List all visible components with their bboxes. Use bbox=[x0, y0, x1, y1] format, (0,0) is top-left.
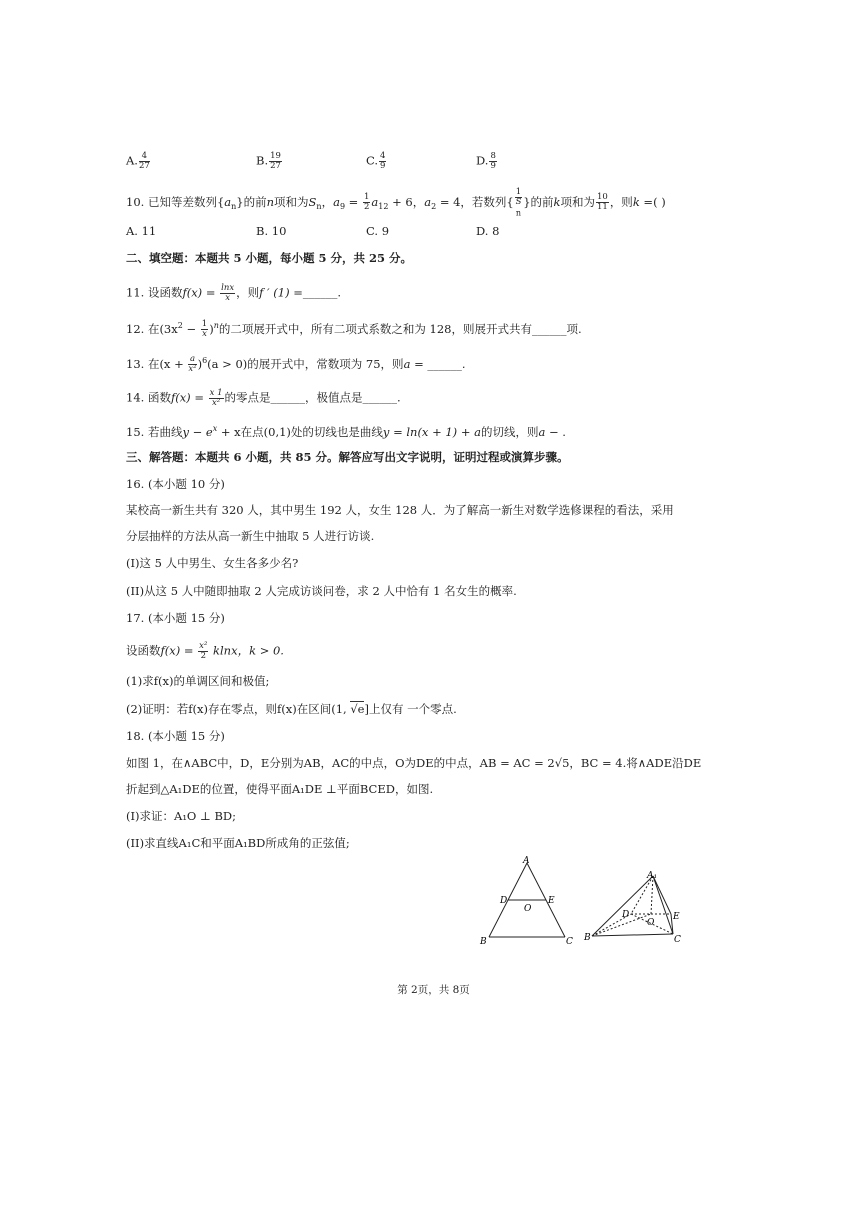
frac-num: 1 bbox=[515, 187, 522, 197]
edge-a1o bbox=[651, 876, 653, 914]
fraction bbox=[379, 152, 386, 171]
label-a1: A₁ bbox=[647, 871, 658, 881]
label-c: C bbox=[674, 935, 681, 945]
frac-num: 4 bbox=[380, 151, 386, 161]
q17-part-1: (1)求f(x)的单调区间和极值; bbox=[126, 674, 270, 688]
text: 设函数 bbox=[126, 643, 161, 658]
fraction bbox=[198, 642, 208, 661]
math-sub: n bbox=[316, 202, 322, 212]
math: k bbox=[632, 194, 640, 209]
text: 的零点是______，极值点是______. bbox=[224, 390, 401, 405]
frac-num: x 1 bbox=[209, 388, 223, 398]
math-sub: 9 bbox=[339, 202, 346, 212]
fraction bbox=[596, 193, 609, 212]
edge-a1e bbox=[653, 876, 671, 914]
question-12 bbox=[126, 318, 582, 339]
text: }的前 bbox=[236, 194, 267, 209]
math-sup: n bbox=[213, 321, 219, 330]
frac-den: x² bbox=[211, 398, 221, 408]
q16-part-ii: (II)从这 5 人中随即抽取 2 人完成访谈问卷，求 2 人中恰有 1 名女生的概率. bbox=[126, 584, 517, 598]
frac-den: x² bbox=[188, 364, 197, 375]
q17-heading: 17. (本小题 15 分) bbox=[126, 611, 225, 625]
math: a bbox=[224, 194, 232, 209]
math: klnx，k > 0. bbox=[209, 643, 284, 658]
q16-part-i: (I)这 5 人中男生、女生各多少名? bbox=[126, 556, 299, 570]
text: ，则 bbox=[609, 194, 633, 209]
q17-part-2 bbox=[126, 701, 457, 717]
question-10 bbox=[126, 188, 666, 218]
frac-den bbox=[515, 198, 522, 218]
text: 14. 函数 bbox=[126, 390, 171, 405]
q9-option-a bbox=[126, 152, 151, 171]
text: (2)证明：若f(x)存在零点，则f(x)在区间(1, bbox=[126, 702, 351, 716]
text: 项和为 bbox=[274, 194, 309, 209]
frac-den: 27 bbox=[138, 161, 150, 171]
math: a bbox=[333, 194, 340, 209]
text: ) bbox=[197, 356, 203, 371]
text: . bbox=[558, 424, 566, 439]
math: a bbox=[424, 194, 432, 209]
frac-den: 2 bbox=[363, 202, 370, 213]
question-13 bbox=[126, 353, 466, 374]
q9-option-b bbox=[256, 152, 283, 171]
frac-den: 2 bbox=[200, 651, 206, 661]
option-label: A. bbox=[126, 153, 138, 168]
text: − bbox=[182, 321, 200, 336]
option-label: C. bbox=[366, 153, 379, 168]
option-label: D. bbox=[476, 153, 489, 168]
edge-bc bbox=[592, 934, 673, 936]
text: = 4，若数列{ bbox=[436, 194, 514, 209]
label-b: B bbox=[480, 937, 487, 946]
label-e: E bbox=[548, 896, 555, 906]
fraction bbox=[269, 152, 282, 171]
label-b: B bbox=[584, 933, 591, 943]
frac-num: 19 bbox=[270, 151, 281, 161]
fraction bbox=[515, 188, 522, 218]
text: 11. 设函数 bbox=[126, 285, 183, 300]
math-sup: x bbox=[212, 424, 218, 433]
q18-part-i: (I)求证：A₁O ⊥ BD; bbox=[126, 809, 237, 823]
text: 10. 已知等差数列{ bbox=[126, 194, 225, 209]
text: 15. 若曲线 bbox=[126, 424, 183, 439]
math-sub: n bbox=[515, 208, 522, 218]
edge-a1c bbox=[653, 876, 673, 934]
fraction bbox=[489, 152, 496, 171]
q9-option-d bbox=[476, 152, 498, 171]
page-footer: 第 2页，共 8页 bbox=[397, 984, 470, 996]
math: a − bbox=[538, 424, 559, 439]
fraction bbox=[209, 389, 224, 408]
figure-pyramid bbox=[583, 866, 693, 948]
q10-option-d: D. 8 bbox=[476, 224, 500, 238]
math-sub: 2 bbox=[431, 202, 437, 212]
math: S bbox=[515, 197, 522, 207]
label-a: A bbox=[523, 856, 530, 866]
label-o: O bbox=[524, 904, 532, 914]
frac-den: x bbox=[225, 293, 231, 303]
fraction bbox=[201, 320, 208, 339]
section-3-heading: 三、解答题：本题共 6 小题，共 85 分。解答应写出文字说明，证明过程或演算步骤。 bbox=[126, 450, 569, 464]
label-c: C bbox=[566, 937, 573, 946]
math: a bbox=[371, 194, 379, 209]
text: ，则 bbox=[236, 285, 260, 300]
math: f ′ (1) = bbox=[259, 285, 303, 300]
frac-den: 9 bbox=[490, 161, 496, 171]
q16-heading: 16. (本小题 10 分) bbox=[126, 477, 225, 491]
text: =( ) bbox=[639, 194, 666, 209]
text: (a > 0)的展开式中，常数项为 75，则 bbox=[207, 356, 404, 371]
frac-num: 8 bbox=[490, 151, 496, 161]
q16-paragraph-1: 某校高一新生共有 320 人，其中男生 192 人，女生 128 人．为了解高一新生对数学选修课程的看法，采用 bbox=[126, 503, 674, 517]
fraction bbox=[220, 284, 235, 303]
text: = bbox=[345, 194, 362, 209]
frac-den: 11 bbox=[596, 202, 608, 213]
sqrt-e: √e bbox=[350, 702, 365, 716]
math-sub: 12 bbox=[378, 202, 389, 212]
text: 项和为 bbox=[560, 194, 595, 209]
figure-triangle-abc bbox=[476, 856, 586, 946]
q17-function bbox=[126, 642, 284, 661]
label-o: O bbox=[647, 918, 655, 928]
math: S bbox=[308, 194, 317, 209]
q9-option-c bbox=[366, 152, 387, 171]
question-11 bbox=[126, 284, 341, 303]
label-e: E bbox=[673, 912, 680, 922]
edge-a1b bbox=[592, 876, 653, 936]
frac-num: 4 bbox=[139, 152, 150, 162]
label-d: D bbox=[622, 910, 630, 920]
q10-option-c: C. 9 bbox=[366, 224, 390, 238]
frac-num: a bbox=[189, 354, 196, 365]
text: 的切线，则 bbox=[480, 424, 539, 439]
text: ______. bbox=[302, 285, 342, 300]
frac-num: 1 bbox=[201, 319, 208, 330]
math: y = ln(x + 1) + a bbox=[382, 424, 481, 439]
q18-part-ii: (II)求直线A₁C和平面A₁BD所成角的正弦值; bbox=[126, 836, 350, 850]
frac-den: x bbox=[202, 329, 207, 340]
math: f(x) = bbox=[182, 285, 220, 300]
frac-num: 10 bbox=[596, 192, 608, 203]
q16-paragraph-2: 分层抽样的方法从高一新生中抽取 5 人进行访谈. bbox=[126, 529, 375, 543]
frac-num: 1 bbox=[363, 192, 370, 203]
question-14 bbox=[126, 389, 401, 408]
option-label: B. bbox=[256, 153, 269, 168]
q18-paragraph-2: 折起到△A₁DE的位置，使得平面A₁DE ⊥平面BCED，如图. bbox=[126, 782, 434, 796]
text: ) bbox=[209, 321, 214, 336]
math-sup: 6 bbox=[202, 356, 208, 365]
fraction bbox=[363, 193, 370, 212]
frac-den: 27 bbox=[270, 161, 281, 171]
math: f(x) = bbox=[170, 390, 208, 405]
q10-option-b: B. 10 bbox=[256, 224, 287, 238]
math: n bbox=[266, 194, 275, 209]
math: k bbox=[553, 194, 561, 209]
text: }的前 bbox=[523, 194, 554, 209]
text: ， bbox=[321, 194, 334, 209]
fraction bbox=[188, 355, 196, 374]
fraction bbox=[139, 152, 150, 171]
label-d: D bbox=[500, 896, 508, 906]
math-sub: n bbox=[231, 202, 237, 212]
frac-den: 9 bbox=[380, 161, 386, 171]
math: y − e bbox=[182, 424, 213, 439]
frac-num: lnx bbox=[221, 283, 235, 293]
q18-paragraph-1: 如图 1，在∧ABC中，D，E分别为AB，AC的中点，O为DE的中点，AB = AC = 2√5，BC = 4.将∧ADE沿DE bbox=[126, 756, 702, 770]
q18-heading: 18. (本小题 15 分) bbox=[126, 729, 225, 743]
text: 13. 在(x + bbox=[126, 356, 188, 371]
math: a = ______. bbox=[403, 356, 466, 371]
question-15 bbox=[126, 421, 566, 440]
q10-option-a: A. 11 bbox=[126, 224, 157, 238]
text: 12. 在(3x bbox=[126, 321, 178, 336]
math-sup: 2 bbox=[177, 321, 183, 330]
text: + 6， bbox=[388, 194, 425, 209]
frac-num: x² bbox=[199, 641, 208, 651]
text: + x在点(0,1)处的切线也是曲线 bbox=[217, 424, 383, 439]
section-2-heading: 二、填空题：本题共 5 小题，每小题 5 分，共 25 分。 bbox=[126, 251, 413, 265]
text: 的二项展开式中，所有二项式系数之和为 128，则展开式共有______项. bbox=[218, 321, 582, 336]
text: ]上仅有 一个零点. bbox=[364, 702, 457, 716]
math: f(x) = bbox=[160, 643, 198, 658]
